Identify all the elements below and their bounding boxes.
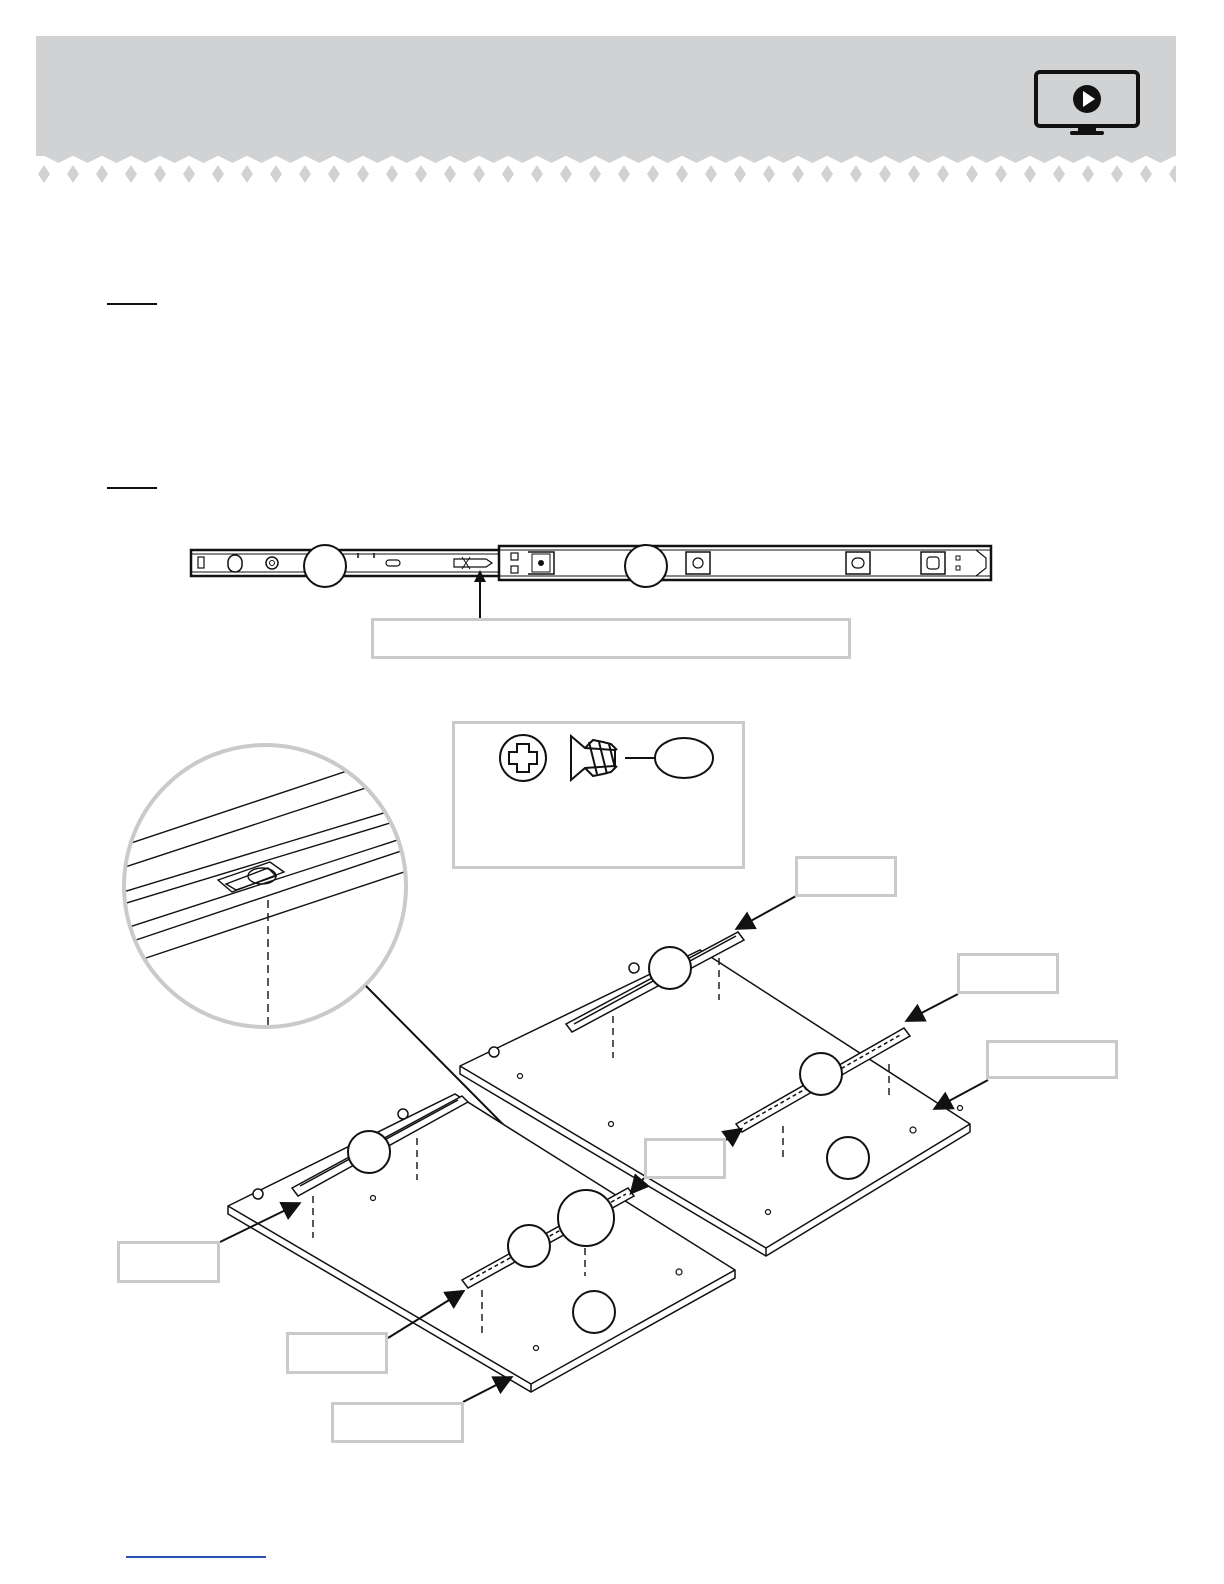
callout-box-right-slide-back bbox=[795, 856, 897, 897]
part-bubble-5 bbox=[649, 947, 691, 989]
callout-box-left-slide-back bbox=[117, 1241, 220, 1283]
part-bubble-6 bbox=[800, 1053, 842, 1095]
slide-part-bubble-right bbox=[625, 545, 667, 587]
callout-box-right-slide-front bbox=[957, 953, 1059, 994]
callout-box-left-slide-front bbox=[286, 1332, 388, 1374]
slide-part-bubble-left bbox=[304, 545, 346, 587]
video-monitor-icon[interactable] bbox=[1034, 70, 1144, 136]
part-bubble-3 bbox=[573, 1291, 615, 1333]
callout-box-left-panel bbox=[331, 1402, 464, 1443]
callout-box-right-panel bbox=[986, 1040, 1118, 1079]
release-tab-callout bbox=[371, 618, 851, 659]
step-1-label-underline bbox=[107, 303, 157, 305]
diamond-border bbox=[36, 150, 1176, 190]
callout-box-right-slide-end bbox=[644, 1138, 726, 1179]
footer-link-underline[interactable] bbox=[126, 1556, 266, 1558]
part-bubble-4 bbox=[558, 1190, 614, 1246]
step-2-label-underline bbox=[107, 487, 157, 489]
assembly-diagram bbox=[0, 700, 1224, 1480]
slide-inner-member bbox=[499, 546, 991, 580]
part-bubble-2 bbox=[508, 1225, 550, 1267]
part-bubble-1 bbox=[348, 1131, 390, 1173]
part-bubble-7 bbox=[827, 1137, 869, 1179]
